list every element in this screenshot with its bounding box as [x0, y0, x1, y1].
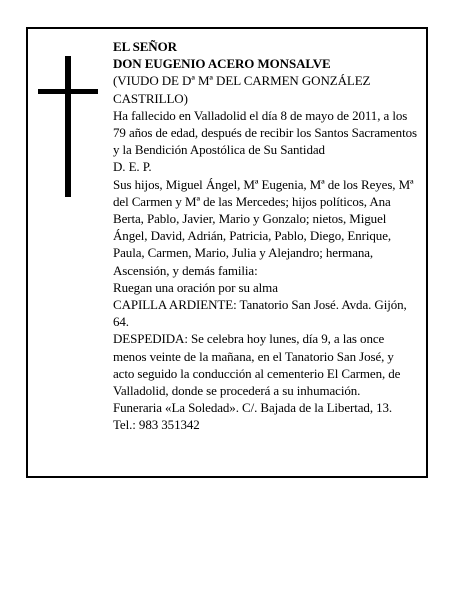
- cross-icon: [38, 56, 98, 197]
- cross-horizontal-bar: [38, 89, 98, 94]
- widower-line: (VIUDO DE Dª Mª DEL CARMEN GONZÁLEZ CASTRILLO): [113, 73, 371, 106]
- chapel-info: CAPILLA ARDIENTE: Tanatorio San José. Avda. Gijón, 64.: [113, 297, 407, 330]
- death-announcement: Ha fallecido en Valladolid el día 8 de mayo de 2011, a los 79 años de edad, después de recibir los Santos Sacramentos y la Bendición Apostólica de Su Santidad: [113, 107, 417, 158]
- prayer-request: Ruegan una oración por su alma: [113, 279, 278, 295]
- cross-vertical-bar: [65, 56, 71, 197]
- deceased-name: DON EUGENIO ACERO MONSALVE: [113, 56, 331, 72]
- phone-number: Tel.: 983 351342: [113, 417, 200, 433]
- obituary-text: [113, 38, 418, 434]
- farewell-info: DESPEDIDA: Se celebra hoy lunes, día 9, a las once menos veinte de la mañana, en el Tanatorio San José, y acto seguido la conducción al cementerio El Carmen, de Valladolid, donde se procederá a su inhumación.: [113, 331, 401, 399]
- family-list: Sus hijos, Miguel Ángel, Mª Eugenia, Mª de los Reyes, Mª del Carmen y Mª de las Mercedes; hijos políticos, Ana Berta, Pablo, Javier, Mario y Gonzalo; nietos, Miguel Ángel, David, Adrián, Patricia, Pablo, Diego, Enrique, Paula, Carmen, Mario, Julia y Alejandro; hermana, Ascensión, y demás familia:: [113, 176, 414, 278]
- rip-line: D. E. P.: [113, 159, 152, 175]
- notice-heading-title: EL SEÑOR: [113, 39, 177, 54]
- funeral-home-info: Funeraria «La Soledad». C/. Bajada de la Libertad, 13.: [113, 400, 393, 416]
